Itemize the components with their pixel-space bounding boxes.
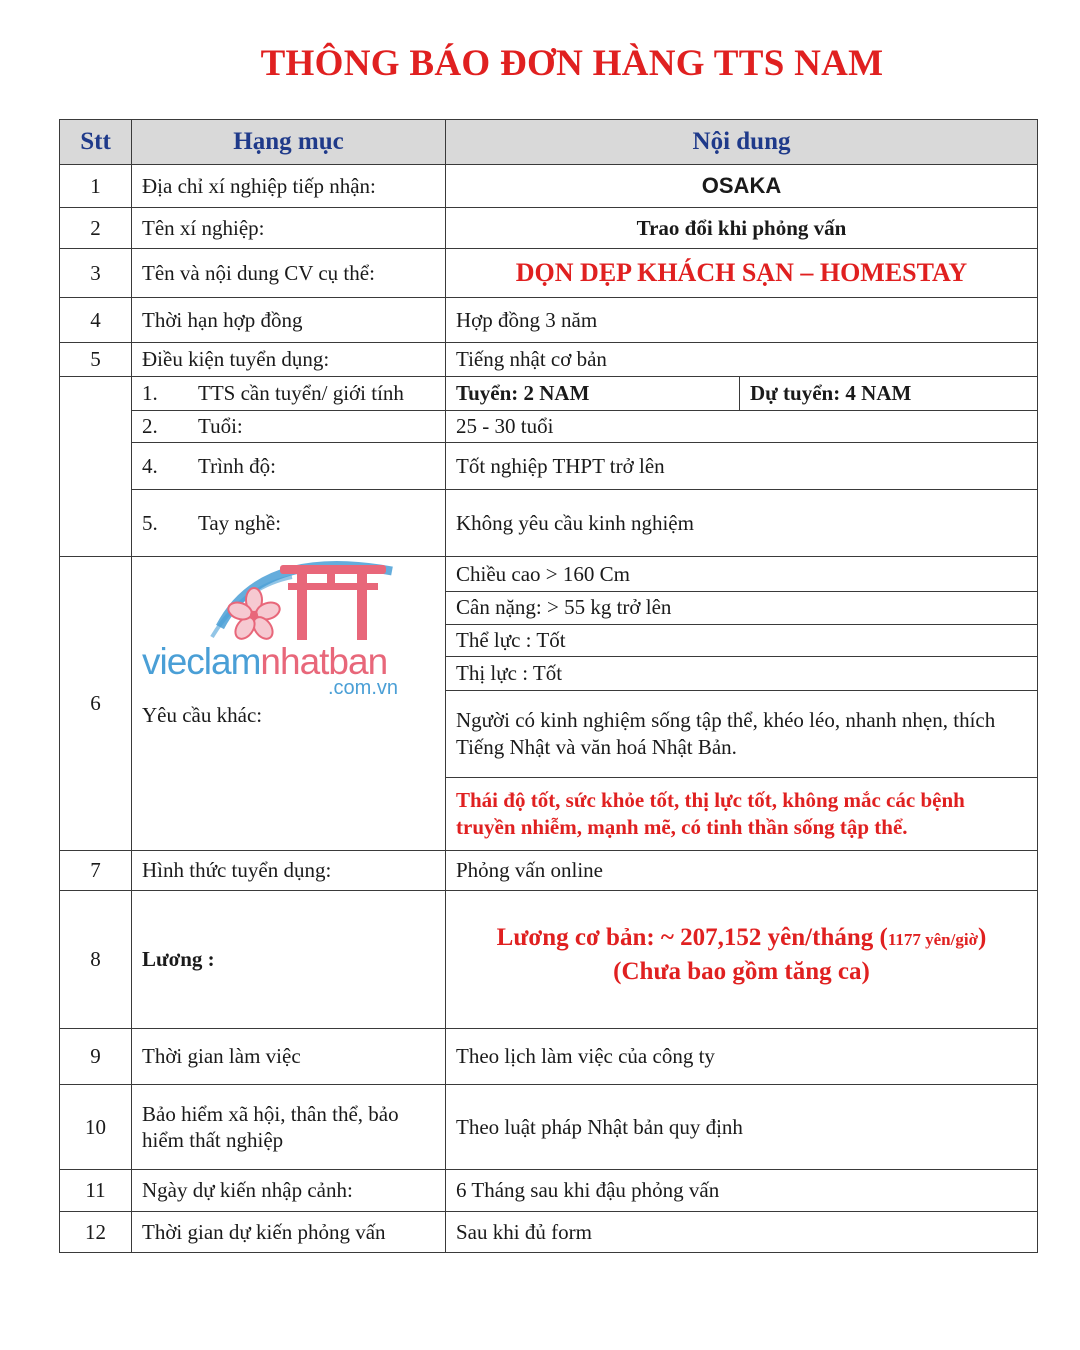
row-label: Thời gian làm việc (132, 1029, 446, 1085)
page-title: THÔNG BÁO ĐƠN HÀNG TTS NAM (260, 43, 884, 84)
row-value: Theo luật pháp Nhật bản quy định (446, 1085, 1038, 1170)
table-row (60, 298, 1038, 343)
row-label (132, 490, 446, 557)
row-value: Hợp đồng 3 năm (446, 298, 1038, 343)
row-stt: 9 (60, 1029, 132, 1085)
row-value: Phỏng vấn online (446, 851, 1038, 891)
row-label: Thời hạn hợp đồng (132, 298, 446, 343)
requirement-highlight: Thái độ tốt, sức khỏe tốt, thị lực tốt, không mắc các bệnh truyền nhiễm, mạnh mẽ, có tinh thần sống tập thể. (456, 787, 965, 839)
row-label: Hình thức tuyển dụng: (132, 851, 446, 891)
table-row (60, 208, 1038, 249)
job-title-value: DỌN DẸP KHÁCH SẠN – HOMESTAY (446, 249, 1038, 298)
row-value: OSAKA (446, 165, 1038, 208)
table-row (60, 343, 1038, 377)
row-stt: 4 (60, 298, 132, 343)
row-label: Tên và nội dung CV cụ thể: (132, 249, 446, 298)
row-stt: 10 (60, 1085, 132, 1170)
item-number: 2. (142, 414, 158, 438)
header-content: Nội dung (446, 120, 1038, 165)
item-label: TTS cần tuyển/ giới tính (198, 381, 404, 405)
row-label-cell (132, 557, 446, 851)
row-label: Tên xí nghiệp: (132, 208, 446, 249)
table-row (60, 1212, 1038, 1253)
torii-sakura-logo-icon (142, 557, 432, 647)
table-row (60, 165, 1038, 208)
recruit-count: Tuyển: 2 NAM (446, 377, 740, 411)
row-stt: 1 (60, 165, 132, 208)
row-label: Ngày dự kiến nhập cảnh: (132, 1170, 446, 1212)
table-row (60, 1170, 1038, 1212)
row-label (132, 377, 446, 411)
row-stt: 3 (60, 249, 132, 298)
row-value: Tốt nghiệp THPT trở lên (446, 443, 1038, 490)
salary-close: ) (978, 923, 987, 951)
row-label: Địa chỉ xí nghiệp tiếp nhận: (132, 165, 446, 208)
item-label: Trình độ: (198, 453, 277, 478)
row-value: Sau khi đủ form (446, 1212, 1038, 1253)
watermark-logo (142, 557, 432, 707)
requirement-fitness: Thể lực : Tốt (446, 625, 1037, 657)
reserve-count: Dự tuyển: 4 NAM (740, 377, 1038, 411)
row-stt: 5 (60, 343, 132, 377)
row-stt: 2 (60, 208, 132, 249)
header-stt: Stt (60, 120, 132, 165)
watermark-text-a: vieclam (142, 641, 261, 682)
header-category: Hạng mục (132, 120, 446, 165)
table-row (60, 1085, 1038, 1170)
row-stt: 6 (60, 557, 132, 851)
table-row (60, 557, 1038, 851)
row-value: 25 - 30 tuổi (446, 411, 1038, 443)
table-row (60, 411, 1038, 443)
row-stt: 11 (60, 1170, 132, 1212)
salary-amount: Lương cơ bản: ~ 207,152 yên/tháng ( (496, 923, 888, 951)
item-label: Tay nghề: (198, 510, 282, 535)
table-row (60, 1029, 1038, 1085)
salary-main (456, 922, 1027, 956)
row-label (132, 443, 446, 490)
item-number: 1. (142, 381, 158, 405)
watermark-subtext: .com.vn (328, 677, 399, 699)
table-row (60, 891, 1038, 1029)
row-stt: 12 (60, 1212, 132, 1253)
table-row (60, 443, 1038, 490)
item-label: Tuổi: (198, 414, 243, 438)
row-value: Không yêu cầu kinh nghiệm (446, 490, 1038, 557)
requirement-experience: Người có kinh nghiệm sống tập thể, khéo léo, nhanh nhẹn, thích Tiếng Nhật và văn hoá Nhật Bản. (446, 691, 1037, 778)
row-value: 6 Tháng sau khi đậu phỏng vấn (446, 1170, 1038, 1212)
table-row (60, 851, 1038, 891)
table-row (60, 490, 1038, 557)
salary-cell (446, 891, 1038, 1029)
table-row (60, 249, 1038, 298)
row-stt (60, 377, 132, 557)
row-stt: 7 (60, 851, 132, 891)
row-value: Trao đổi khi phỏng vấn (446, 208, 1038, 249)
salary-note: (Chưa bao gồm tăng ca) (613, 957, 870, 985)
row-stt: 8 (60, 891, 132, 1029)
row-label: Điều kiện tuyển dụng: (132, 343, 446, 377)
row-value: Tiếng nhật cơ bản (446, 343, 1038, 377)
item-number: 5. (142, 510, 158, 535)
table-row (60, 377, 1038, 411)
other-requirements (446, 557, 1038, 851)
item-number: 4. (142, 453, 158, 478)
order-table (59, 119, 1038, 1253)
requirement-height: Chiều cao > 160 Cm (446, 558, 1037, 592)
requirement-eyesight: Thị lực : Tốt (446, 657, 1037, 691)
table-header-row (60, 120, 1038, 165)
row-label (132, 411, 446, 443)
row-label: Bảo hiểm xã hội, thân thể, bảo hiểm thất nghiệp (132, 1085, 446, 1170)
salary-hourly: 1177 yên/giờ (887, 929, 978, 949)
row-label: Yêu cầu khác: (142, 703, 263, 727)
row-label: Thời gian dự kiến phỏng vấn (132, 1212, 446, 1253)
row-value: Theo lịch làm việc của công ty (446, 1029, 1038, 1085)
watermark-text-b: nhatban (260, 641, 388, 682)
requirement-weight: Cân nặng: > 55 kg trở lên (446, 592, 1037, 625)
row-label: Lương : (132, 891, 446, 1029)
